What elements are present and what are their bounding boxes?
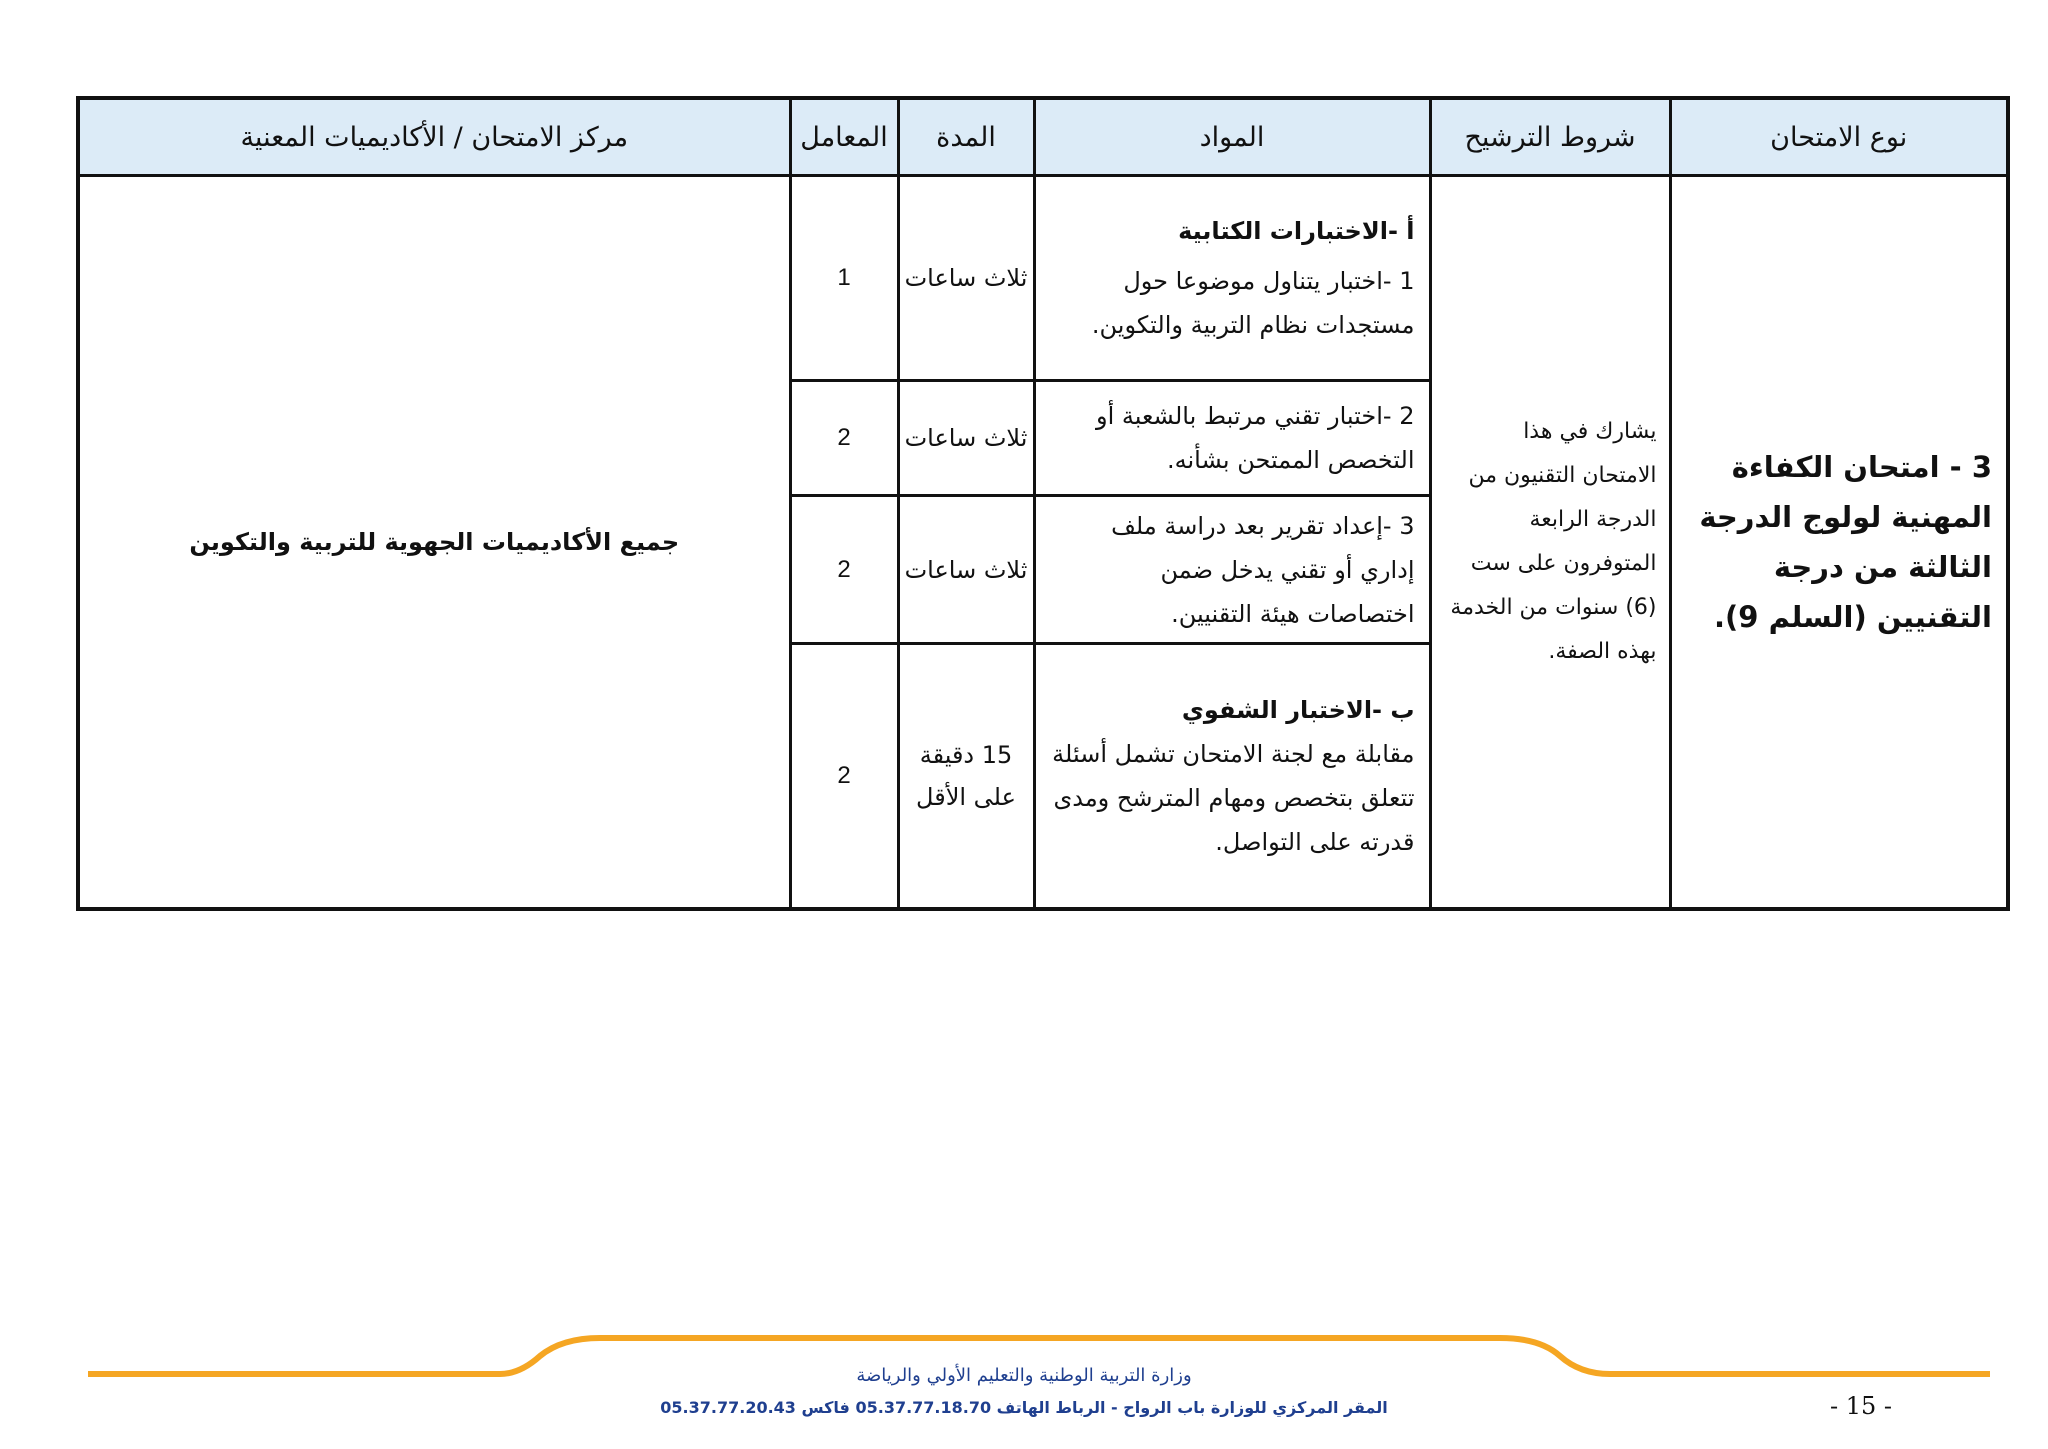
page-number: - 15 - — [1830, 1392, 1893, 1420]
conditions-cell: يشارك في هذا الامتحان التقنيون من الدرجة الرابعة المتوفرون على ست (6) سنوات من الخدمة بهذه الصفة. — [1430, 176, 1670, 910]
subject-text: مقابلة مع لجنة الامتحان تشمل أسئلة تتعلق بتخصص ومهام المترشح ومدى قدرته على التواصل. — [1052, 740, 1415, 857]
footer-ministry: وزارة التربية الوطنية والتعليم الأولي والرياضة — [856, 1365, 1192, 1386]
section-title-oral: ب -الاختبار الشفوي — [1181, 696, 1415, 725]
coefficient-cell: 2 — [790, 381, 898, 496]
center-cell: جميع الأكاديميات الجهوية للتربية والتكوين — [78, 176, 790, 910]
coefficient-cell: 2 — [790, 496, 898, 644]
exam-type-cell: 3 - امتحان الكفاءة المهنية لولوج الدرجة الثالثة من درجة التقنيين (السلم 9). — [1670, 176, 2008, 910]
header-center: مركز الامتحان / الأكاديميات المعنية — [78, 98, 790, 176]
header-conditions: شروط الترشيح — [1430, 98, 1670, 176]
subject-cell: 3 -إعداد تقرير بعد دراسة ملف إداري أو تقني يدخل ضمن اختصاصات هيئة التقنيين. — [1034, 496, 1430, 644]
subject-text: 1 -اختبار يتناول موضوعا حول مستجدات نظام التربية والتكوين. — [1091, 267, 1415, 340]
exam-table — [76, 96, 2010, 911]
subject-cell — [1034, 644, 1430, 909]
header-coefficient: المعامل — [790, 98, 898, 176]
footer-address: المقر المركزي للوزارة باب الرواح - الرباط الهاتف 05.37.77.18.70 فاكس 05.37.77.20.43 — [660, 1398, 1388, 1417]
duration-cell: ثلاث ساعات — [898, 381, 1034, 496]
duration-cell: ثلاث ساعات — [898, 496, 1034, 644]
table-header-row — [78, 98, 2008, 176]
header-subjects: المواد — [1034, 98, 1430, 176]
header-exam-type: نوع الامتحان — [1670, 98, 2008, 176]
coefficient-cell: 1 — [790, 176, 898, 381]
duration-cell: ثلاث ساعات — [898, 176, 1034, 381]
duration-cell: 15 دقيقة على الأقل — [898, 644, 1034, 909]
coefficient-cell: 2 — [790, 644, 898, 909]
subject-cell — [1034, 176, 1430, 381]
table-row — [78, 176, 2008, 381]
header-duration: المدة — [898, 98, 1034, 176]
section-title-written: أ -الاختبارات الكتابية — [1178, 217, 1415, 246]
subject-cell: 2 -اختبار تقني مرتبط بالشعبة أو التخصص الممتحن بشأنه. — [1034, 381, 1430, 496]
